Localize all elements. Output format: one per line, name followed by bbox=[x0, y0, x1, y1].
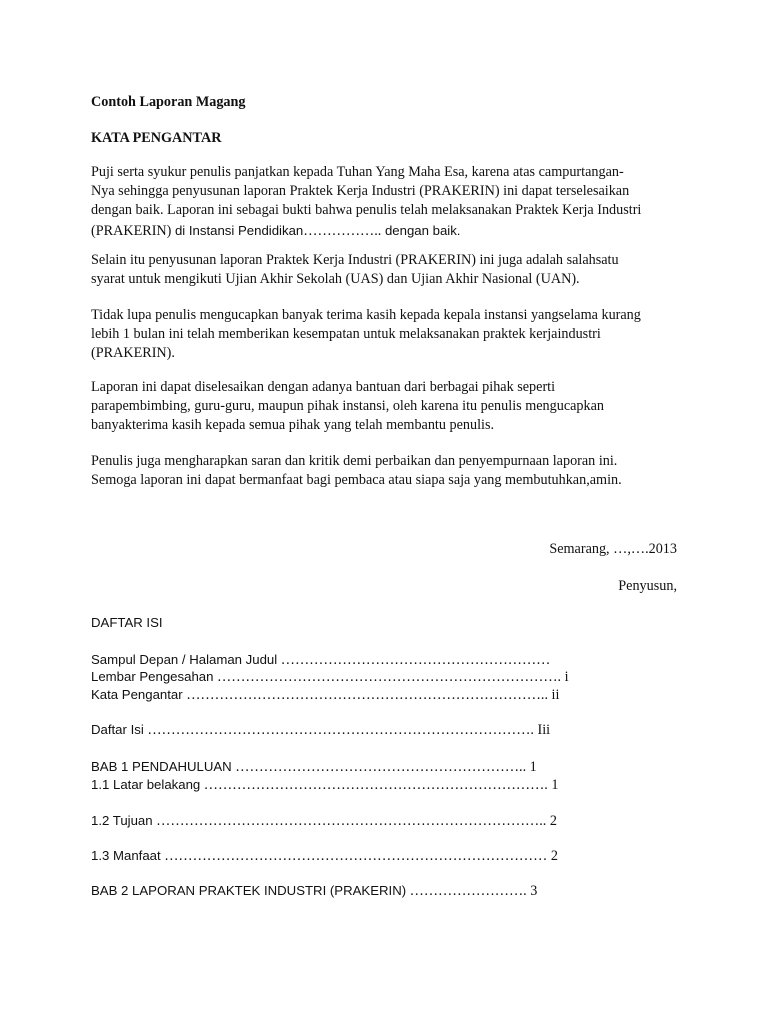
paragraph-line: Puji serta syukur penulis panjatkan kepada Tuhan Yang Maha Esa, karena atas campurtangan- bbox=[91, 164, 624, 180]
toc-entry-page: i bbox=[561, 669, 569, 685]
paragraph-line: (PRAKERIN). bbox=[91, 345, 175, 362]
toc-entry-dots: ……………………………………………………………………… bbox=[164, 848, 548, 864]
toc-entry-page: 1 bbox=[526, 759, 537, 775]
paragraph-line: Laporan ini dapat diselesaikan dengan adanya bantuan dari berbagai pihak seperti bbox=[91, 379, 556, 395]
paragraph-line: Semoga laporan ini dapat bermanfaat bagi pembaca atau siapa saja yang membutuhkan,amin. bbox=[91, 472, 622, 489]
toc-entry-page: 2 bbox=[547, 848, 558, 864]
foreword-paragraph-2 bbox=[91, 251, 691, 289]
toc-entry-dots: ………………………………………………………………. bbox=[203, 777, 548, 793]
toc-entry-label: Kata Pengantar bbox=[91, 687, 183, 702]
toc-entry-label: Lembar Pengesahan bbox=[91, 669, 214, 684]
toc-entry-page: Iii bbox=[533, 722, 551, 738]
toc-entry-label: Sampul Depan / Halaman Judul bbox=[91, 652, 278, 667]
foreword-heading: KATA PENGANTAR bbox=[91, 130, 222, 146]
toc-entry-label: Daftar Isi bbox=[91, 722, 144, 737]
toc-entry-dots: ……………………………………………………………………….. bbox=[156, 813, 547, 829]
foreword-paragraph-4 bbox=[91, 378, 691, 436]
toc-entry-dots: ………………………………………………………………….. bbox=[186, 687, 548, 703]
place-date: Semarang, …,….2013 bbox=[549, 541, 677, 557]
paragraph-line: parapembimbing, guru-guru, maupun pihak instansi, oleh karena itu penulis mengucapkan bbox=[91, 398, 604, 415]
toc-heading: DAFTAR ISI bbox=[91, 615, 163, 630]
toc-entry bbox=[91, 720, 550, 740]
toc-entry-page: 2 bbox=[546, 813, 557, 829]
document-title: Contoh Laporan Magang bbox=[91, 94, 246, 110]
paragraph-line bbox=[91, 221, 691, 241]
toc-entry-page: ii bbox=[547, 687, 560, 703]
toc-entry bbox=[91, 775, 558, 795]
toc-entry-label: BAB 2 LAPORAN PRAKTEK INDUSTRI (PRAKERIN) bbox=[91, 883, 407, 898]
toc-entry bbox=[91, 685, 559, 705]
author-label: Penyusun, bbox=[618, 578, 677, 594]
toc-entry-label: BAB 1 PENDAHULUAN bbox=[91, 759, 232, 774]
paragraph-line: Penulis juga mengharapkan saran dan kritik demi perbaikan dan penyempurnaan laporan ini. bbox=[91, 453, 618, 469]
paragraph-line: dengan baik. Laporan ini sebagai bukti bahwa penulis telah melaksanakan Praktek Kerja Industri bbox=[91, 202, 642, 219]
toc-entry-label: 1.2 Tujuan bbox=[91, 813, 153, 828]
paragraph-text: (PRAKERIN) bbox=[91, 222, 175, 239]
paragraph-line: banyakterima kasih kepada semua pihak yang telah membantu penulis. bbox=[91, 417, 495, 434]
paragraph-line: Nya sehingga penyusunan laporan Praktek Kerja Industri (PRAKERIN) ini dapat terselesaikan bbox=[91, 183, 630, 200]
toc-entry-dots: ………………………………………………… bbox=[280, 652, 551, 668]
toc-entry-page: 1 bbox=[547, 777, 559, 793]
foreword-paragraph-3 bbox=[91, 306, 691, 364]
paragraph-line: lebih 1 bulan ini telah memberikan kesempatan untuk melaksanakan praktek kerjaindustri bbox=[91, 326, 601, 343]
blank-dots: …………….. bbox=[303, 222, 382, 239]
toc-entry-page: 3 bbox=[526, 883, 538, 899]
toc-entry bbox=[91, 881, 537, 901]
toc-entry-dots: ………………………………………………………………. bbox=[217, 669, 562, 685]
toc-entry-label: 1.3 Manfaat bbox=[91, 848, 161, 863]
foreword-paragraph-1 bbox=[91, 163, 691, 241]
institution-text: di Instansi Pendidikan bbox=[174, 222, 304, 238]
foreword-paragraph-5 bbox=[91, 452, 691, 490]
toc-entry-dots: ………………………………………………………………………. bbox=[147, 722, 534, 738]
paragraph-line: syarat untuk mengikuti Ujian Akhir Sekolah (UAS) dan Ujian Akhir Nasional (UAN). bbox=[91, 271, 580, 288]
paragraph-line: Selain itu penyusunan laporan Praktek Kerja Industri (PRAKERIN) ini juga adalah salahsatu bbox=[91, 252, 619, 268]
toc-entry-dots: …………………………………………………….. bbox=[235, 759, 527, 775]
toc-entry bbox=[91, 846, 558, 866]
toc-entry bbox=[91, 811, 557, 831]
toc-entry-dots: ……………………. bbox=[409, 883, 527, 899]
toc-entry-label: 1.1 Latar belakang bbox=[91, 777, 201, 792]
paragraph-text-end: dengan baik. bbox=[381, 222, 461, 238]
paragraph-line: Tidak lupa penulis mengucapkan banyak terima kasih kepada kepala instansi yangselama kurang bbox=[91, 307, 641, 323]
